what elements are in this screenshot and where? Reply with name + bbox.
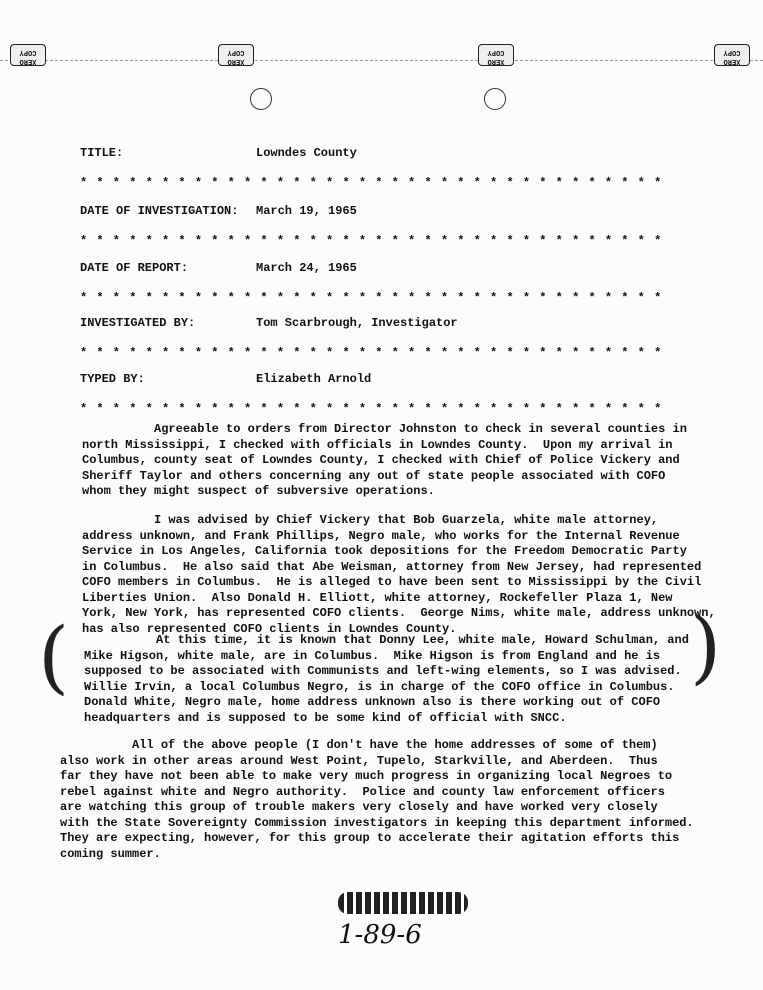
separator: * * * * * * * * * * * * * * * * * * * * * * * * * * * * * * * * * * * * <box>80 291 663 305</box>
paragraph-4: All of the above people (I don't have the home addresses of some of them) also work in other areas around West Point, Tupelo, Starkville, and Aberdeen. Thus far they have not been able to make very much progress in organizing local Negroes to rebel against white and Negro authority. Police and county law enforcement officers are watching this group of trouble makers very closely and have worked very closely with the State Sovereignty Commission investigators in keeping this department informed. They are expecting, however, for this group to accelerate their agitation efforts this coming summer. <box>60 738 694 861</box>
typist-field <box>80 372 371 386</box>
xero-stamp: XERO COPY <box>714 44 750 66</box>
title-field <box>80 146 357 160</box>
separator: * * * * * * * * * * * * * * * * * * * * * * * * * * * * * * * * * * * * <box>80 346 663 360</box>
separator: * * * * * * * * * * * * * * * * * * * * * * * * * * * * * * * * * * * * <box>80 402 663 416</box>
handwritten-bracket-left: ( <box>38 610 70 703</box>
xero-stamp: XERO COPY <box>218 44 254 66</box>
separator: * * * * * * * * * * * * * * * * * * * * * * * * * * * * * * * * * * * * <box>80 176 663 190</box>
paragraph-1: Agreeable to orders from Director Johnston to check in several counties in north Mississippi, I checked with officials in Lowndes County. Upon my arrival in Columbus, county seat of Lowndes County, I checked with Chief of Police Vickery and Sheriff Taylor and others concerning any out of state people associated with COFO whom they might suspect of subversive operations. <box>82 422 687 498</box>
field-value: March 19, 1965 <box>256 204 357 218</box>
handwritten-bracket-right: ) <box>690 600 722 693</box>
separator: * * * * * * * * * * * * * * * * * * * * * * * * * * * * * * * * * * * * <box>80 234 663 248</box>
paragraph-3: At this time, it is known that Donny Lee, white male, Howard Schulman, and Mike Higson, white male, are in Columbus. Mike Higson is from England and he is supposed to be associated with Communists and left-wing elements, so I was advised. Willie Irvin, a local Columbus Negro, is in charge of the COFO office in Columbus. Donald White, Negro male, home address unknown also is there working out of COFO headquarters and is supposed to be some kind of official with SNCC. <box>84 633 689 725</box>
punch-hole <box>484 88 506 110</box>
report-date-field <box>80 261 357 275</box>
paragraph-2: I was advised by Chief Vickery that Bob Guarzela, white male attorney, address unknown, and Frank Phillips, Negro male, who works for the Internal Revenue Service in Los Angeles, California took depositions for the Freedom Democratic Party in Columbus. He also said that Abe Weisman, attorney from New Jersey, had represented COFO members in Columbus. He is alleged to have been sent to Mississippi by the Civil Liberties Union. Also Donald H. Elliott, white attorney, Rockefeller Plaza 1, New York, New York, has represented COFO clients. George Nims, white male, address unknown, has also represented COFO clients in Lowndes County. <box>82 513 716 636</box>
field-value: March 24, 1965 <box>256 261 357 275</box>
investigation-date-field <box>80 204 357 218</box>
field-value: Elizabeth Arnold <box>256 372 372 386</box>
field-label: DATE OF INVESTIGATION: <box>80 204 239 218</box>
field-label: DATE OF REPORT: <box>80 261 189 275</box>
field-label: INVESTIGATED BY: <box>80 316 196 330</box>
field-value: Lowndes County <box>256 146 357 160</box>
xero-stamp: XERO COPY <box>10 44 46 66</box>
punch-hole <box>250 88 272 110</box>
field-label: TYPED BY: <box>80 372 145 386</box>
redaction-scribble <box>338 892 468 914</box>
top-edge <box>0 0 763 61</box>
investigator-field <box>80 316 458 330</box>
xero-stamp: XERO COPY <box>478 44 514 66</box>
field-value: Tom Scarbrough, Investigator <box>256 316 458 330</box>
page-number: 1-89-6 <box>338 920 422 950</box>
field-label: TITLE: <box>80 146 124 160</box>
